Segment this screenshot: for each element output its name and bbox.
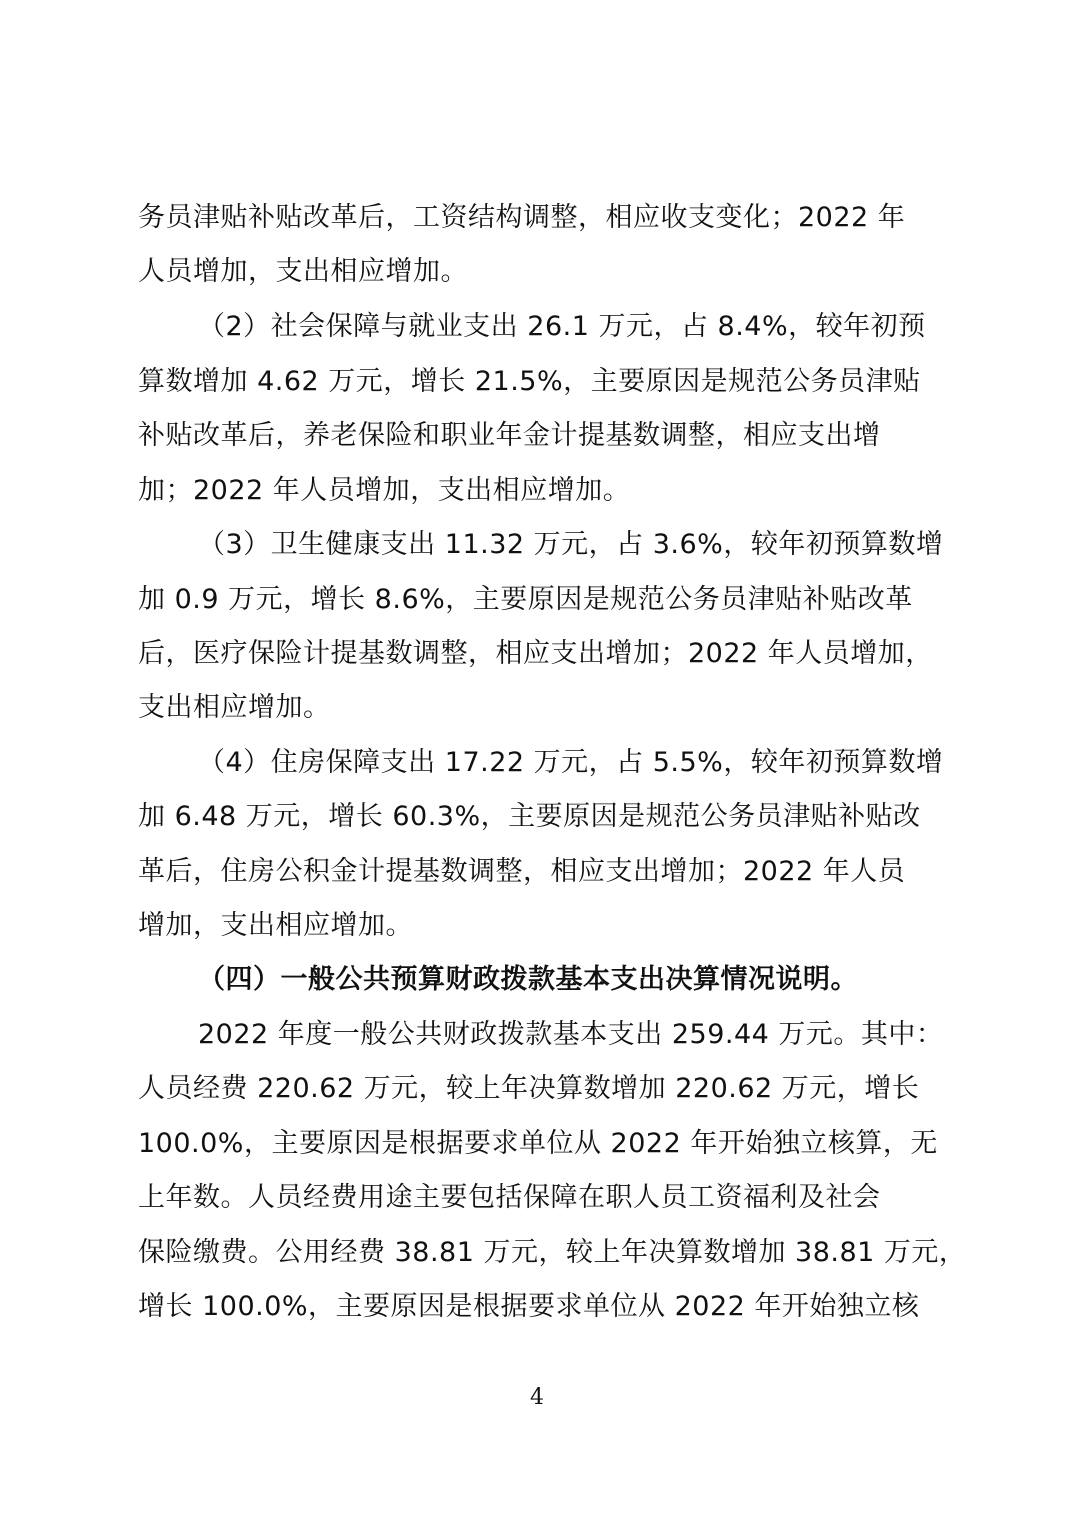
text-line: （2）社会保障与就业支出 26.1 万元，占 8.4%，较年初预: [198, 311, 926, 342]
text-line: 后，医疗保险计提基数调整，相应支出增加；2022 年人员增加，: [138, 638, 933, 669]
text-line: 算数增加 4.62 万元，增长 21.5%，主要原因是规范公务员津贴: [138, 366, 921, 397]
text-line: 革后，住房公积金计提基数调整，相应支出增加；2022 年人员: [138, 856, 906, 887]
text-line: 支出相应增加。: [138, 692, 331, 723]
text-line: 2022 年度一般公共财政拨款基本支出 259.44 万元。其中：: [198, 1019, 944, 1050]
text-line: 人员增加，支出相应增加。: [138, 256, 468, 287]
text-line: （3）卫生健康支出 11.32 万元，占 3.6%，较年初预算数增: [198, 529, 944, 560]
section-heading: （四）一般公共预算财政拨款基本支出决算情况说明。: [198, 964, 858, 995]
text-line: 加 6.48 万元，增长 60.3%，主要原因是规范公务员津贴补贴改: [138, 801, 921, 832]
text-line: 100.0%，主要原因是根据要求单位从 2022 年开始独立核算，无: [138, 1128, 938, 1159]
text-line: 补贴改革后，养老保险和职业年金计提基数调整，相应支出增: [138, 420, 881, 451]
text-line: 增长 100.0%，主要原因是根据要求单位从 2022 年开始独立核: [138, 1291, 920, 1322]
text-line: 加；2022 年人员增加，支出相应增加。: [138, 475, 631, 506]
text-line: 加 0.9 万元，增长 8.6%，主要原因是规范公务员津贴补贴改革: [138, 584, 913, 615]
text-line: 上年数。人员经费用途主要包括保障在职人员工资福利及社会: [138, 1182, 881, 1213]
page-number: 4: [530, 1385, 544, 1410]
text-line: 增加，支出相应增加。: [138, 910, 413, 941]
text-line: 保险缴费。公用经费 38.81 万元，较上年决算数增加 38.81 万元，: [138, 1237, 967, 1268]
text-line: （4）住房保障支出 17.22 万元，占 5.5%，较年初预算数增: [198, 747, 944, 778]
text-line: 务员津贴补贴改革后，工资结构调整，相应收支变化；2022 年: [138, 202, 906, 233]
text-line: 人员经费 220.62 万元，较上年决算数增加 220.62 万元，增长: [138, 1073, 920, 1104]
